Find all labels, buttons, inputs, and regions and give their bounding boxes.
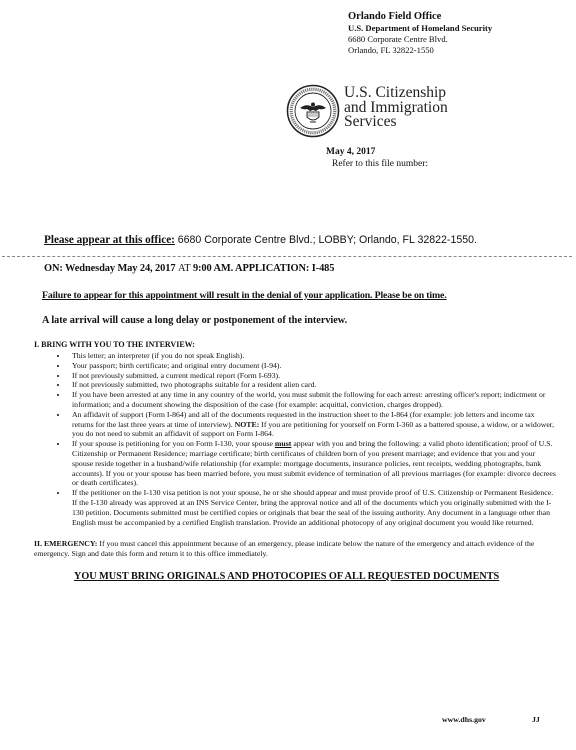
list-item: • If you have been arrested at any time in any country of the world, you must submit the following for each arrest: arresting officer's report; indictment or information; and a document showing the disposition of the case (for example: acquittal, conviction, charges dropped).	[68, 390, 556, 410]
list-item: • Your passport; birth certificate; and original entry document (I-94).	[68, 361, 556, 371]
uscis-line-3: Services	[344, 113, 397, 130]
list-item: • If not previously submitted, a current medical report (Form I-693).	[68, 371, 556, 381]
section-2-text: If you must cancel this appointment because of an emergency, please indicate below the nature of the emergency and attach evidence of the emergency. Sign and date this form and return it to this office immediately.	[34, 539, 535, 559]
must-emphasis: must	[274, 439, 292, 449]
notice-date-block	[326, 146, 428, 170]
appear-line	[44, 234, 556, 246]
office-address-block	[348, 10, 568, 57]
scan-divider	[2, 256, 572, 257]
uscis-line-1: U.S. Citizenship	[344, 84, 447, 101]
closing-requirement: YOU MUST BRING ORIGINALS AND PHOTOCOPIES OF ALL REQUESTED DOCUMENTS	[74, 570, 500, 582]
bring-list	[34, 351, 556, 527]
appointment-time-application: 9:00 AM. APPLICATION: I-485	[192, 263, 335, 274]
section-1-heading: I. BRING WITH YOU TO THE INTERVIEW:	[34, 340, 195, 349]
appear-label: Please appear at this office:	[44, 234, 175, 246]
notice-date: May 4, 2017	[326, 147, 376, 157]
appear-address: 6680 Corporate Centre Blvd.; LOBBY; Orlando, FL 32822-1550.	[177, 234, 477, 246]
appointment-datetime-line	[44, 263, 556, 274]
spouse-requirements: appear with you and bring the following: a valid photo identification; proof of U.S. Citizenship or Permanent Residence; marriage certificate; birth certificates of children born of you present marriage; and evidence that you and your spouse reside together in a husband/wife relationship (for example: mortgage documents, insurance policies, rent receipts, wedding photographs, bank accounts). If you or your spouse has been married before, you must submit evidence of termination of all previous marriages (for example: divorce decrees or death certificates).	[72, 439, 556, 488]
list-item: • This letter; an interpreter (if you do not speak English).	[68, 351, 556, 361]
list-item: • If the petitioner on the I-130 visa petition is not your spouse, he or she should appear and must provide proof of U.S. Citizenship or Permanent Residence. If the I-130 already was approved at an INS Service Center, bring the approval notice and all of the documents which you originally submitted with the I-130 petition. Documents submitted must be certified copies or originals that bear the seal of the issuing authority. Any document in a language other than English must be accompanied by a certified English translation. Provide an additional photocopy of any original document you would like returned.	[68, 488, 556, 527]
failure-warning: Failure to appear for this appointment will result in the denial of your application. Please be on time.	[42, 290, 447, 301]
appointment-date: ON: Wednesday May 24, 2017	[44, 263, 176, 274]
list-item-spouse: • If your spouse is petitioning for you on Form I-130, your spouse must appear with you and bring the following: a valid photo identification; proof of U.S. Citizenship or Permanent Residence; marriage certificate; birth certificates of children born of you present marriage; and evidence that you and your spouse reside together in a husband/wife relationship (for example: mortgage documents, insurance policies, rent receipts, wedding photographs, bank accounts). If you or your spouse has been married before, you must submit evidence of termination of all previous marriages (for example: divorce decrees or death certificates).	[68, 439, 556, 488]
late-arrival-warning: A late arrival will cause a long delay or postponement of the interview.	[42, 315, 348, 326]
list-item: • If not previously submitted, two photographs suitable for a resident alien card.	[68, 380, 556, 390]
office-city: Orlando, FL 32822-1550	[348, 45, 434, 56]
note-label: NOTE:	[234, 419, 260, 429]
office-title: Orlando Field Office	[348, 11, 442, 22]
dhs-seal-icon	[286, 84, 340, 138]
note-text: If you are petitioning for yourself on Form I-360 as a battered spouse, a widow, or a widower, you do not need to submit an affidavit of support on Form I-864.	[72, 419, 555, 439]
footer-initials: JJ	[532, 715, 540, 724]
file-number-label: Refer to this file number:	[332, 159, 429, 169]
notice-body	[34, 234, 556, 582]
uscis-line-2: and Immigration	[344, 98, 448, 116]
section-2	[34, 539, 556, 559]
section-2-heading: II. EMERGENCY:	[34, 539, 98, 549]
appointment-at: AT	[177, 263, 191, 274]
uscis-wordmark	[344, 86, 448, 130]
list-item-affidavit: • An affidavit of support (Form I-864) and all of the documents requested in the instruction sheet to the I-864 (for example: job letters and income tax returns for the last three years at time of interview). NOTE: If you are petitioning for yourself on Form I-360 as a battered spouse, a widow, or a widower, you do not need to submit an affidavit of support on Form I-864.	[68, 410, 556, 439]
office-street: 6680 Corporate Centre Blvd.	[348, 34, 448, 45]
footer-url: www.dhs.gov	[442, 715, 486, 724]
office-department: U.S. Department of Homeland Security	[348, 23, 493, 33]
